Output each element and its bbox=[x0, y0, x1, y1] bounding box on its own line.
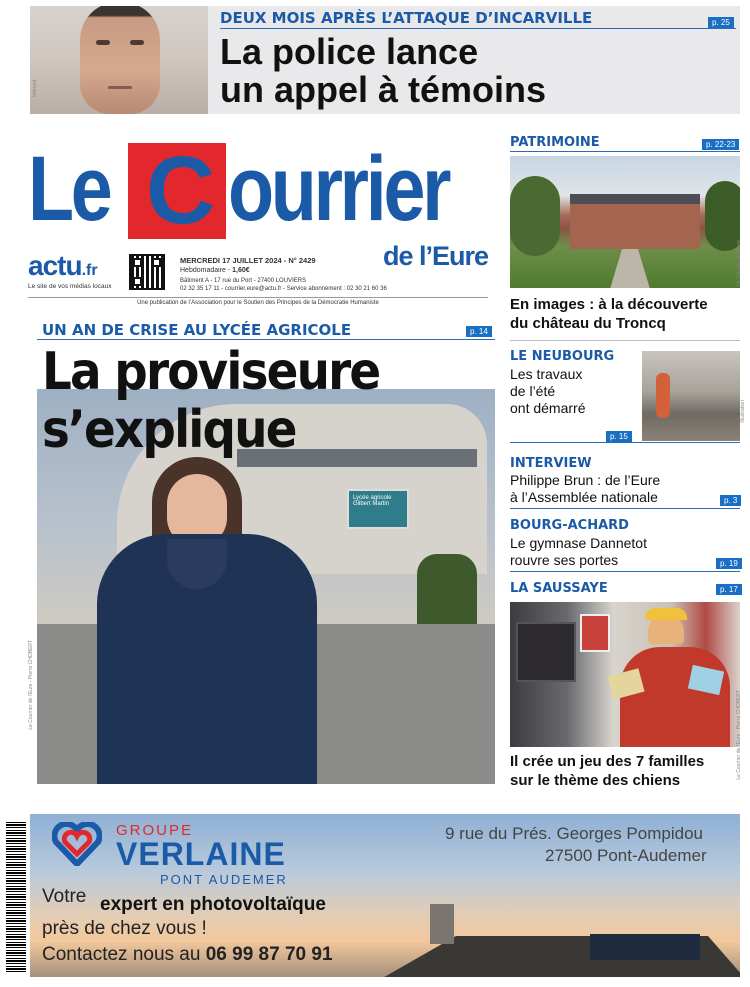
top-story-headline-1[interactable]: La police lance bbox=[220, 31, 479, 72]
actu-wordmark: actu bbox=[28, 250, 82, 281]
neubourg-kicker: LE NEUBOURG bbox=[510, 349, 615, 364]
ad-phone[interactable]: 06 99 87 70 91 bbox=[205, 944, 333, 965]
saussaye-kicker: LA SAUSSAYE bbox=[510, 581, 608, 596]
bourg-achard-page-ref[interactable]: p. 19 bbox=[716, 558, 742, 569]
neubourg-line-3[interactable]: ont démarré bbox=[510, 400, 586, 416]
main-story-kicker: UN AN DE CRISE AU LYCÉE AGRICOLE bbox=[42, 321, 352, 339]
top-story-page-ref[interactable]: p. 25 bbox=[708, 17, 734, 28]
card-game-photo bbox=[510, 602, 740, 747]
top-kicker-rule bbox=[220, 28, 736, 29]
main-story-page-ref[interactable]: p. 14 bbox=[466, 326, 492, 337]
card-game-photo-credit: Le Courrier de l’Eure - Pierre CHOBERT bbox=[736, 690, 742, 780]
neubourg-line-1[interactable]: Les travaux bbox=[510, 366, 583, 382]
saussaye-page-ref[interactable]: p. 17 bbox=[716, 584, 742, 595]
address-line: Bâtiment A - 17 rue du Port - 27400 LOUVIERS bbox=[180, 278, 307, 284]
chateau-building bbox=[570, 194, 700, 249]
interview-line-2[interactable]: à l’Assemblée nationale bbox=[510, 489, 658, 505]
cap bbox=[645, 608, 687, 620]
patrimoine-headline-1[interactable]: En images : à la découverte bbox=[510, 296, 708, 313]
qr-code[interactable] bbox=[129, 254, 165, 290]
roadworks-photo bbox=[642, 351, 740, 441]
verlaine-advertisement[interactable] bbox=[30, 814, 740, 977]
price: 1,60€ bbox=[232, 267, 250, 274]
ad-address-1: 9 rue du Prés. Georges Pompidou bbox=[445, 824, 703, 843]
verlaine-logo-icon bbox=[52, 822, 102, 866]
chateau-photo-credit: Le Courrier de l’Eure bbox=[736, 240, 742, 287]
poster bbox=[580, 614, 610, 652]
man-shirt bbox=[620, 647, 730, 747]
patrimoine-headline-2[interactable]: du château du Troncq bbox=[510, 315, 666, 332]
main-headline-1[interactable]: La proviseure bbox=[42, 342, 380, 402]
ad-brand-top: GROUPE bbox=[116, 822, 194, 839]
masthead-subtitle: de l’Eure bbox=[383, 241, 489, 271]
monitor bbox=[516, 622, 576, 682]
bourg-achard-kicker: BOURG-ACHARD bbox=[510, 518, 629, 533]
neubourg-line-2[interactable]: de l’été bbox=[510, 383, 556, 399]
top-photo-credit: Interpol bbox=[32, 80, 38, 97]
main-photo-credit: Le Courrier de l’Eure - Pierre CHOBERT bbox=[28, 640, 34, 730]
school-sign: Lycée agricole Gilbert Martin bbox=[347, 489, 409, 529]
top-story-headline-2[interactable]: un appel à témoins bbox=[220, 69, 547, 110]
solar-panels bbox=[590, 934, 700, 960]
patrimoine-kicker: PATRIMOINE bbox=[510, 135, 600, 150]
masthead-c: C bbox=[146, 137, 216, 244]
saussaye-headline-2[interactable]: sur le thème des chiens bbox=[510, 772, 681, 789]
ad-address-2: 27500 Pont-Audemer bbox=[545, 846, 707, 865]
saussaye-headline-1[interactable]: Il crée un jeu des 7 familles bbox=[510, 753, 705, 770]
interview-line-1[interactable]: Philippe Brun : de l’Eure bbox=[510, 472, 661, 488]
masthead-divider bbox=[28, 297, 488, 298]
ad-tag-2: expert en photovoltaïque bbox=[100, 894, 326, 915]
bourg-achard-line-1[interactable]: Le gymnase Dannetot bbox=[510, 535, 647, 551]
roadworks-photo-credit: Illustration bbox=[740, 400, 746, 423]
chateau-photo bbox=[510, 156, 740, 288]
ad-contact-prefix: Contactez nous au bbox=[42, 944, 201, 965]
price-line bbox=[180, 266, 250, 275]
chimney bbox=[430, 904, 454, 944]
actu-logo[interactable] bbox=[28, 250, 98, 282]
ad-brand-sub: PONT AUDEMER bbox=[160, 872, 288, 887]
ad-tag-1: Votre bbox=[42, 886, 87, 907]
top-story-kicker: DEUX MOIS APRÈS L’ATTAQUE D’INCARVILLE bbox=[220, 9, 593, 27]
worker-figure bbox=[656, 373, 670, 418]
bourg-achard-line-2[interactable]: rouvre ses portes bbox=[510, 552, 619, 568]
top-story-photo bbox=[30, 6, 208, 114]
interview-page-ref[interactable]: p. 3 bbox=[720, 495, 741, 506]
neubourg-page-ref[interactable]: p. 15 bbox=[606, 431, 632, 442]
ad-contact bbox=[42, 944, 333, 966]
main-headline-2[interactable]: s’explique bbox=[42, 400, 296, 460]
contact-line: 02 32 35 17 11 - courrier.eure@actu.fr - Service abonnement : 02 30 21 60 36 bbox=[180, 286, 387, 292]
actu-tagline: Le site de vos médias locaux bbox=[28, 283, 112, 290]
ad-tag-3: près de chez vous ! bbox=[42, 918, 207, 939]
interview-kicker: INTERVIEW bbox=[510, 456, 592, 471]
patrimoine-page-ref[interactable]: p. 22-23 bbox=[702, 139, 739, 150]
masthead-ourrier: ourrier bbox=[228, 138, 449, 240]
ad-brand-name: VERLAINE bbox=[116, 836, 286, 872]
person-face bbox=[80, 6, 160, 114]
frequency: Hebdomadaire - bbox=[180, 267, 231, 274]
masthead-le: Le bbox=[28, 138, 110, 240]
actu-tld: .fr bbox=[81, 262, 98, 279]
issue-date-line: MERCREDI 17 JUILLET 2024 - N° 2429 bbox=[180, 256, 316, 265]
publisher-line: Une publication de l’Association pour le Soutien des Principes de la Démocratie Humaniste bbox=[137, 300, 379, 306]
main-kicker-rule bbox=[37, 339, 495, 340]
barcode bbox=[6, 822, 26, 972]
